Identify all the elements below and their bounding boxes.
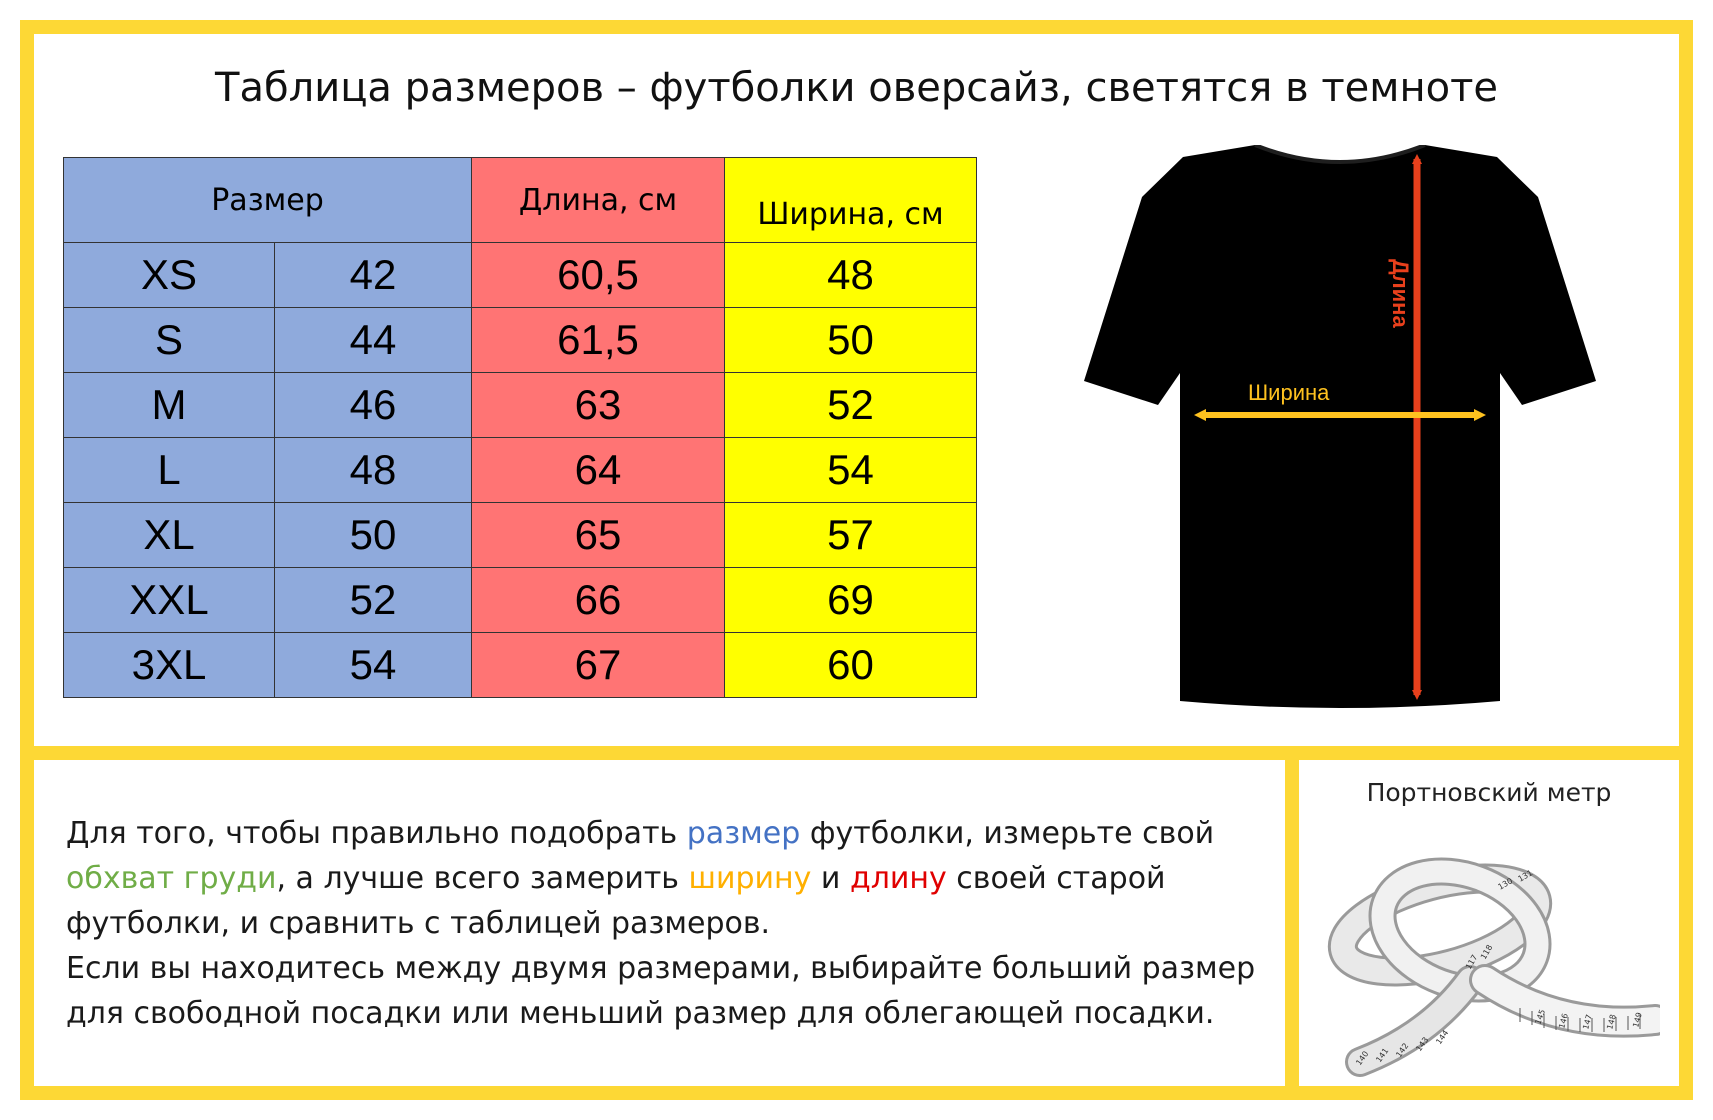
tape-mark: 147 [1581,1013,1594,1031]
tape-mark: 143 [1414,1035,1431,1054]
length-label: Длина [1388,259,1413,328]
table-row [64,438,977,503]
cell-size: L [64,438,275,503]
highlight-length: длину [849,861,947,896]
cell-width: 50 [725,308,977,373]
size-table [63,157,977,698]
cell-width: 54 [725,438,977,503]
instr-text: , а лучше всего замерить [276,861,689,896]
cell-size: XS [64,243,275,308]
table-row [64,373,977,438]
cell-length: 60,5 [472,243,725,308]
cell-length: 67 [472,633,725,698]
header-width-label: Ширина, см [757,197,944,232]
cell-ru-size: 48 [275,438,472,503]
tshirt-body [1084,145,1596,708]
tape-mark: 140 [1354,1049,1371,1068]
instr-text: Для того, чтобы правильно подобрать [66,816,687,851]
cell-ru-size: 50 [275,503,472,568]
cell-size: XXL [64,568,275,633]
header-size: Размер [64,158,472,243]
cell-ru-size: 46 [275,373,472,438]
instructions-paragraph-1 [66,811,1266,946]
table-row [64,568,977,633]
tshirt-diagram [1080,145,1600,715]
cell-size: 3XL [64,633,275,698]
cell-ru-size: 42 [275,243,472,308]
cell-ru-size: 54 [275,633,472,698]
cell-width: 69 [725,568,977,633]
instr-text: и [811,861,850,896]
instructions-text [66,811,1266,1036]
cell-size: S [64,308,275,373]
tape-mark: 145 [1533,1008,1548,1026]
cell-length: 64 [472,438,725,503]
cell-width: 48 [725,243,977,308]
tape-mark: 118 [1478,943,1495,961]
cell-length: 66 [472,568,725,633]
header-width [725,158,977,243]
highlight-width: ширину [688,861,812,896]
tape-mark: 131 [1516,868,1535,884]
table-row [64,308,977,373]
table-header-row [64,158,977,243]
tape-mark: 117 [1463,953,1480,971]
highlight-size: размер [686,816,801,851]
highlight-chest: обхват груди [66,861,277,896]
cell-width: 52 [725,373,977,438]
tape-measure-title: Портновский метр [1366,778,1612,807]
header-length: Длина, см [472,158,725,243]
page-title: Таблица размеров – футболки оверсайз, светятся в темноте [215,65,1498,111]
cell-length: 63 [472,373,725,438]
tape-measure-image [1320,830,1660,1080]
cell-ru-size: 52 [275,568,472,633]
tape-mark: 130 [1496,876,1515,892]
tape-mark: 141 [1374,1046,1391,1065]
cell-size: M [64,373,275,438]
instr-text: футболки, измерьте свой [800,816,1215,851]
instructions-paragraph-2: Если вы находитесь между двумя размерами, выбирайте больший размер для свободной посадки или меньший размер для облегающей посадки. [66,951,1256,1031]
cell-width: 57 [725,503,977,568]
instr-text: своей старой футболки, и сравнить с таблицей размеров. [66,861,1166,941]
table-row [64,633,977,698]
tape-mark: 142 [1394,1041,1411,1060]
table-row [64,243,977,308]
cell-size: XL [64,503,275,568]
width-label: Ширина [1248,380,1330,405]
cell-ru-size: 44 [275,308,472,373]
cell-length: 61,5 [472,308,725,373]
tape-mark: 148 [1605,1013,1618,1031]
tape-mark: 144 [1434,1028,1451,1047]
table-row [64,503,977,568]
tape-mark: 149 [1631,1011,1644,1029]
tape-mark: 146 [1557,1012,1570,1030]
cell-width: 60 [725,633,977,698]
cell-length: 65 [472,503,725,568]
